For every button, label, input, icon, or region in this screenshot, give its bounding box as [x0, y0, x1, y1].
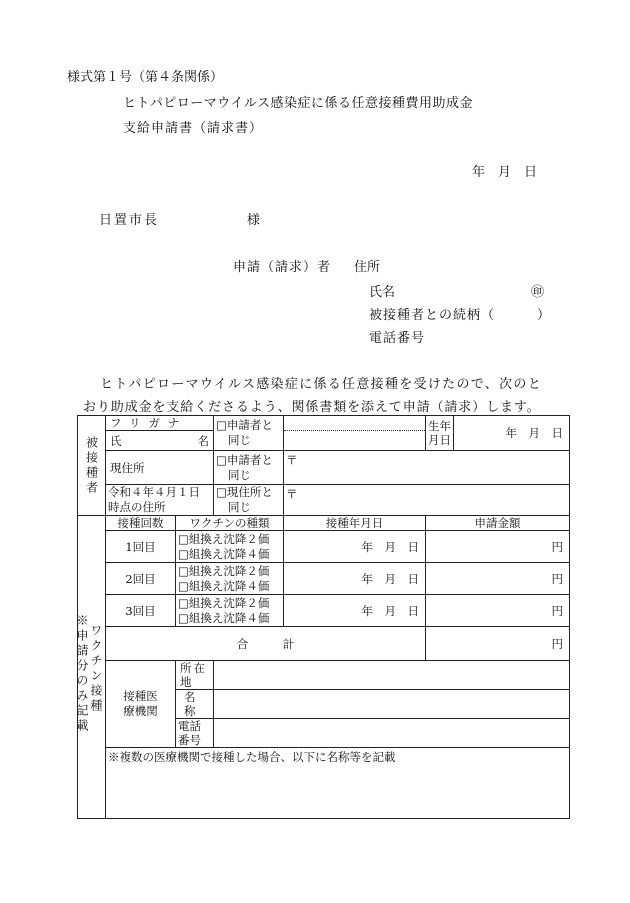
total-label: 合 計: [106, 627, 426, 661]
dose-count: 2回目: [106, 563, 176, 595]
clinic-name-field[interactable]: [214, 690, 570, 719]
application-date: 年 月 日: [472, 165, 538, 180]
birthdate-label: 生年月日: [426, 416, 454, 451]
name-label: 氏 名: [106, 431, 214, 451]
body-line2: おり助成金を支給くださるよう、関係書類を添えて申請（請求）します。: [83, 400, 541, 415]
table-row: [78, 563, 570, 595]
requested-amount[interactable]: 円: [426, 531, 570, 563]
applicant-name-label: 氏名: [369, 285, 396, 300]
past-address-field[interactable]: 〒: [284, 485, 570, 516]
body-line1: ヒトパピローマウイルス感染症に係る任意接種を受けたので、次のと: [100, 377, 543, 392]
furigana-label: フリガナ: [106, 416, 214, 431]
vaccination-date[interactable]: 年 月 日: [284, 531, 426, 563]
col-count-header: 接種回数: [106, 516, 176, 531]
applicant-address-label: 住所: [354, 260, 381, 275]
table-row: [78, 595, 570, 627]
addressee-suffix: 様: [247, 213, 261, 228]
dose-count: 3回目: [106, 595, 176, 627]
col-amount-header: 申請金額: [426, 516, 570, 531]
vaccination-date[interactable]: 年 月 日: [284, 595, 426, 627]
applicant-label: 申請（請求）者: [233, 260, 332, 275]
same-as-current-checkbox[interactable]: □現住所と 同じ: [214, 485, 284, 516]
past-address-label: 令和４年４月１日 時点の住所: [106, 485, 214, 516]
applicant-phone-label: 電話番号: [369, 331, 426, 346]
dose-count: 1回目: [106, 531, 176, 563]
vaccine-type-options[interactable]: □組換え沈降２価 □組換え沈降４価: [176, 563, 284, 595]
furigana-field[interactable]: [284, 416, 426, 431]
clinic-label: 接種医 療機関: [106, 661, 176, 748]
clinic-phone-label: 電話番号: [176, 719, 214, 748]
addressee: 日置市長: [99, 213, 160, 228]
vaccine-type-options[interactable]: □組換え沈降２価 □組換え沈降４価: [176, 531, 284, 563]
multiple-clinics-note[interactable]: [106, 748, 570, 819]
application-table: [77, 415, 570, 819]
table-row: [78, 531, 570, 563]
requested-amount[interactable]: 円: [426, 595, 570, 627]
current-address-field[interactable]: 〒: [284, 451, 570, 485]
address-same-checkbox[interactable]: □申請者と 同じ: [214, 451, 284, 485]
vaccine-section-label: ワクチン接種 ※申請分のみ記載: [78, 516, 106, 819]
col-date-header: 接種年月日: [284, 516, 426, 531]
current-address-label: 現住所: [106, 451, 214, 485]
clinic-phone-field[interactable]: [214, 719, 570, 748]
total-amount[interactable]: 円: [426, 627, 570, 661]
col-type-header: ワクチンの種類: [176, 516, 284, 531]
requested-amount[interactable]: 円: [426, 563, 570, 595]
recipient-section-label: 被接種者: [78, 416, 106, 516]
clinic-address-field[interactable]: [214, 661, 570, 690]
vaccination-date[interactable]: 年 月 日: [284, 563, 426, 595]
seal-mark: ㊞: [531, 285, 545, 300]
name-field[interactable]: [284, 431, 426, 451]
relation-label: 被接種者との続柄（ ）: [369, 308, 552, 323]
form-number: 様式第１号（第４条関係）: [67, 70, 224, 85]
note-text: ※複数の医療機関で接種した場合、以下に名称等を記載: [108, 750, 396, 764]
same-as-applicant-checkbox[interactable]: □申請者と 同じ: [214, 416, 284, 451]
form-title-line1: ヒトパピローマウイルス感染症に係る任意接種費用助成金: [123, 96, 473, 111]
vaccine-type-options[interactable]: □組換え沈降２価 □組換え沈降４価: [176, 595, 284, 627]
birthdate-field[interactable]: 年 月 日: [454, 416, 570, 451]
clinic-name-label: 名称: [176, 690, 214, 719]
form-title-line2: 支給申請書（請求書）: [123, 121, 264, 136]
clinic-address-label: 所在地: [176, 661, 214, 690]
